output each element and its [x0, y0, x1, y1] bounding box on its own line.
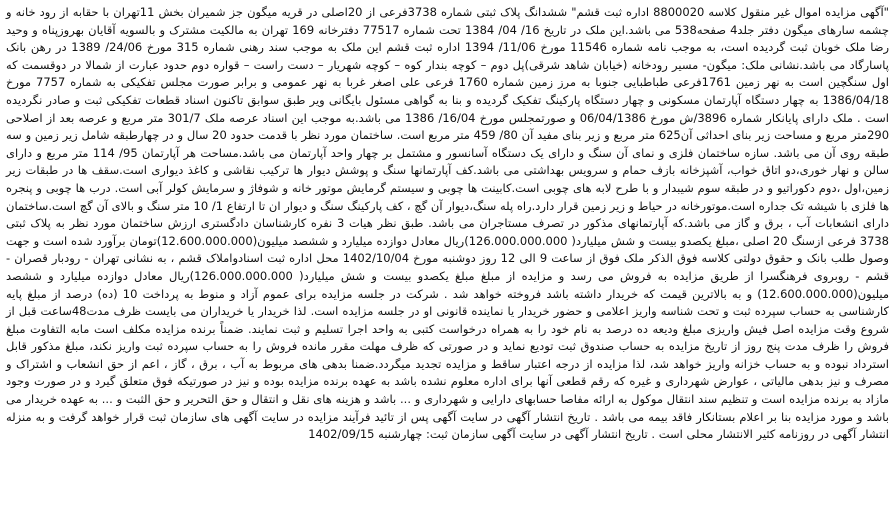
notice-body-text: "آگهی مزایده اموال غیر منقول کلاسه 8800020 اداره ثبت قشم" ششدانگ پلاک ثبتی شماره 3738فرعی از 20اصلی در قریه میگون جز شمیران بخش 11تهران با حقابه از رود خانه و چشمه سارهای میگون دفتر جلد4 صفحه538 می باشد.این ملک در تاریخ 16/ 04/ 1384 تحت شماره 77517 دفترخانه 169 تهران به مالکیت مشترک و بالسویه آقایان بهروزپناه و وحید رضا ملک خوبان ثبت گردیده است، به موجب نامه شماره 11546 مورخ 11/06/ 1394 اداره ثبت قشم این ملک به موجب سند رهنی شماره 315 مورخ 24/06/ 1389 در رهن بانک پاسارگاد می باشد.نشانی ملک: میگون- مسیر رودخانه (خیابان شاهد شرقی)پل دوم – کوچه بندار کوه – کوچه شهریار – دست راست – قواره دوم حدود عبارت از شمالا در دوقسمت که اول سنگچین است به نهر زمین 1761فرعی طباطبایی جنوبا به مرز زمین شماره 1760 فرعی علی اصغر غربا به نهر عمومی و برابر صورت مجلس تفکیکی به شماره 7757 مورخ 1386/04/18 به چهار دستگاه آپارتمان مسکونی و چهار دستگاه پارکینگ تفکیک گردیده و بنا به گواهی مسئول بایگانی ویر طبق سوابق تاکنون اسناد قطعات تفکیکی ثبت و صادر نگردیده است . ملک دارای پایانکار شماره 3896/ش مورخ 06/04/1386 و صورتمجلس مورخ 16/04/ 1386 می باشد.به موجب این اسناد عرصه ملک 301/7 متر مربع و عرصه بعد از اصلاحی 290متر مربع و مساحت زیر بنای احداثی آن625 متر مربع و زیر بنای مفید آن 80/ 459 متر مربع است. ساختمان مورد نظر با قدمت حدود 20 سال و در چهارطبقه شامل زیر زمین و سه طبقه روی آن می باشد. سازه ساختمان فلزی و نمای آن سنگ و دارای یک دستگاه آسانسور و مشتمل بر چهار واحد آپارتمان می باشد.مساحت هر آپارتمان 95/ 114 متر مربع و دارای سالن و نهار خوری،دو اتاق خواب، آشپزخانه بازف حمام و سرویس بهداشتی می باشد.کف آپارتمانها سنگ و پوشش دیوار ها ترکیب نقاشی و کاغذ دیواری است.سقف ها در طبقات زیر زمین،اول ،دوم دکوراتیو و در طبقه سوم شیبدار و با طرح لابه های چوبی است.کابینت ها چوبی و سیستم گرمایش موتور خانه و شوفاژ و سرمایش کولر آبی است. درب ها چوبی و پنجره ها فلزی با شیشه تک جداره است.موتورخانه در حیاط و زیر زمین قرار دارد.راه پله سنگ،دیوار آن گچ ، کف پارکینگ سنگ و دیوار ان تا ارتفاع 1/ 10 متر سنگ و بالای آن گچ است.ساختمان دارای انشعابات آب ، برق و گاز می باشد.که آپارتمانهای مذکور در تصرف مستاجران می باشد. طبق نظر هیات 3 نفره کارشناسان دادگستری ارزش ساختمان مورد نظر به پلاک ثبتی 3738 فرعی ازسنگ 20 اصلی ،مبلغ یکصدو بیست و شش میلیارد( 126.000.000.000)ریال معادل دوازده میلیارد و ششصد میلیون(12.600.000.000)تومان برآورد شده است و جهت وصول طلب بانک و حقوق دولتی کلاسه فوق الذکر ملک فوق از ساعت 9 الی 12 روز دوشنبه مورخ 1402/10/04 محل اداره ثبت اسنادواملاک قشم ، به نشانی تهران - رودبار قصران - قشم - روبروی فرهنگسرا از طریق مزایده به فروش می رسد و مزایده از مبلغ مبلغ یکصدو بیست و شش میلیارد( 126.000.000.000)ریال معادل دوازده میلیارد و ششصد میلیون(12.600.000.000) و به بالاترین قیمت که خریدار داشته باشد فروخته خواهد شد . شرکت در جلسه مزایده برای عموم آزاد و منوط به پرداخت 10 (ده) درصد از مبلغ پایه کارشناسی به حساب سپرده ثبت و تحت شناسه واریز اعلامی و حضور خریدار یا نماینده قانونی او در جلسه مزایده است. لذا خریدار یا خریداران می بایست ظرف مدت48ساعت قبل از شروع وقت مزایده اصل فیش واریزی مبلغ ودیعه ده درصد به نام خود را به همراه درخواست کتبی به واحد اجرا تسلیم و ثبت نمایند. ضمناً برنده مزایده مکلف است مابه التفاوت مبلغ فروش را ظرف مدت پنج روز از تاریخ مزایده به حساب صندوق ثبت تودیع نماید و در صورتی که ظرف مهلت مقرر مانده فروش را به حساب سپرده ثبت واریز نکند، مبلغ مذکور قابل استرداد نبوده و به حساب خزانه واریز خواهد شد، لذا مزایده از درجه اعتبار ساقط و مزایده تجدید میگردد.ضمنا بدهی های مربوط به آب ، برق ، گاز ، اعم از حق انشعاب و اشتراک و مصرف و نیز بدهی مالیاتی ، عوارض شهرداری و غیره که رقم قطعی آنها برای اداره معلوم نشده باشد به عهده برنده مزایده بوده و نیز در صورتیکه فوق متعلق گیرد و در صورت وجود مازاد به برنده مزایده است و تنظیم سند انتقال موکول به ارائه مفاصا حسابهای دارایی و شهرداری و ... باشد و هزینه های نقل و انتقال و حق التحریر و حق الثبت و ... به عهده خریدار می باشد و مورد مزایده بنا بر اعلام بستانکار فاقد بیمه می باشد . تاریخ انتشار آگهی در سایت آگهی پس از تائید فرآیند مزایده در سایت آگهی های سازمان ثبت قرار خواهد گرفت و به منزله انتشار آگهی در روزنامه کثیر الانتشار محلی است . تاریخ انتشار آگهی در سایت آگهی سازمان ثبت: چهارشنبه 1402/09/15	[6, 5, 890, 442]
